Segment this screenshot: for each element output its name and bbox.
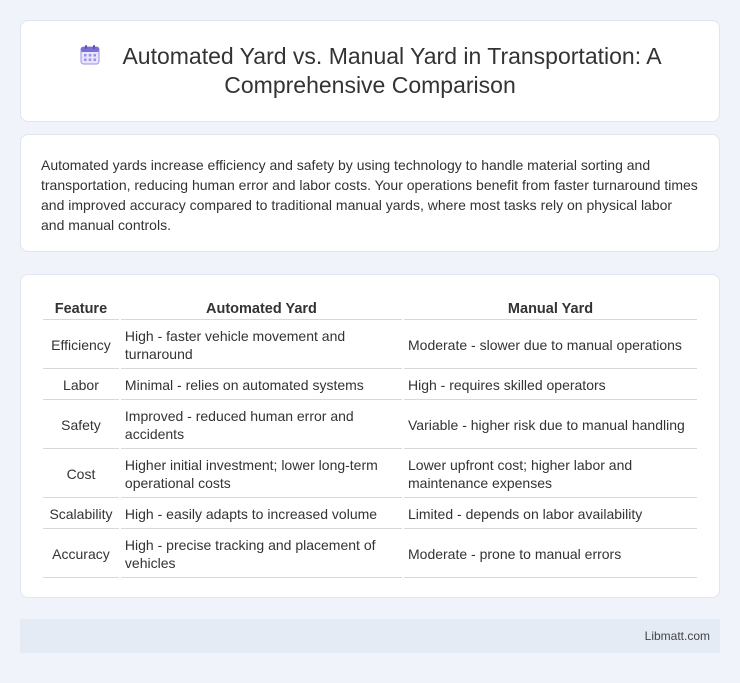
manual-cell: Moderate - slower due to manual operations bbox=[404, 322, 697, 369]
table-header-row bbox=[43, 297, 697, 320]
title-card bbox=[20, 20, 720, 122]
intro-card bbox=[20, 134, 720, 252]
table-row bbox=[43, 531, 697, 578]
table-row bbox=[43, 451, 697, 498]
manual-cell: High - requires skilled operators bbox=[404, 371, 697, 400]
feature-cell: Efficiency bbox=[43, 322, 119, 369]
feature-cell: Cost bbox=[43, 451, 119, 498]
manual-cell: Lower upfront cost; higher labor and maintenance expenses bbox=[404, 451, 697, 498]
table-row bbox=[43, 322, 697, 369]
footer-site-link[interactable]: Libmatt.com bbox=[644, 629, 710, 643]
page-title bbox=[51, 42, 689, 100]
automated-cell: High - faster vehicle movement and turnaround bbox=[121, 322, 402, 369]
automated-cell: Improved - reduced human error and accidents bbox=[121, 402, 402, 449]
table-row bbox=[43, 500, 697, 529]
feature-cell: Accuracy bbox=[43, 531, 119, 578]
footer bbox=[20, 619, 720, 653]
manual-cell: Limited - depends on labor availability bbox=[404, 500, 697, 529]
page-title-text: Automated Yard vs. Manual Yard in Transportation: A Comprehensive Comparison bbox=[122, 43, 662, 98]
column-header-automated: Automated Yard bbox=[121, 297, 402, 320]
automated-cell: High - easily adapts to increased volume bbox=[121, 500, 402, 529]
calendar-icon bbox=[78, 43, 102, 67]
table-row bbox=[43, 371, 697, 400]
column-header-manual: Manual Yard bbox=[404, 297, 697, 320]
feature-cell: Safety bbox=[43, 402, 119, 449]
comparison-card bbox=[20, 274, 720, 598]
automated-cell: Minimal - relies on automated systems bbox=[121, 371, 402, 400]
feature-cell: Labor bbox=[43, 371, 119, 400]
intro-paragraph: Automated yards increase efficiency and safety by using technology to handle material sorting and transportation, reducing human error and labor costs. Your operations benefit from faster turnaround times and improved accuracy compared to traditional manual yards, where most tasks rely on physical labor and manual controls. bbox=[41, 157, 698, 233]
comparison-table bbox=[41, 295, 699, 580]
column-header-feature: Feature bbox=[43, 297, 119, 320]
automated-cell: High - precise tracking and placement of vehicles bbox=[121, 531, 402, 578]
manual-cell: Variable - higher risk due to manual handling bbox=[404, 402, 697, 449]
manual-cell: Moderate - prone to manual errors bbox=[404, 531, 697, 578]
feature-cell: Scalability bbox=[43, 500, 119, 529]
automated-cell: Higher initial investment; lower long-term operational costs bbox=[121, 451, 402, 498]
table-row bbox=[43, 402, 697, 449]
